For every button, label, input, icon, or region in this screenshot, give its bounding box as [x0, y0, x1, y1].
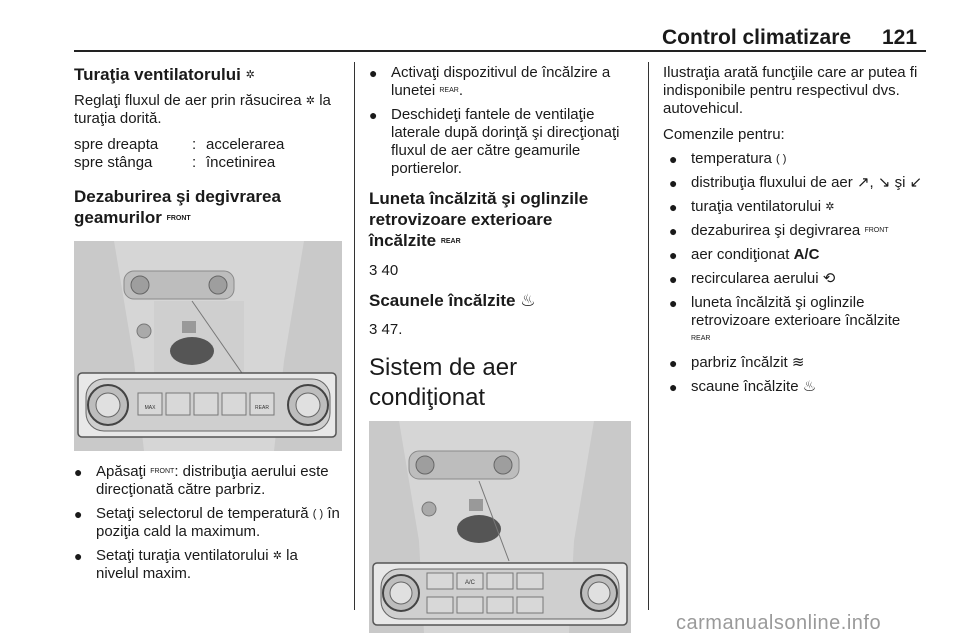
- list-item: ● Deschideţi fantele de ventilaţie laterale după dorinţă şi direcţionaţi fluxul de aer către geamurile portierelor.: [369, 106, 620, 178]
- panel-button-rear: REAR: [255, 405, 269, 412]
- list-item: ● distribuţia fluxului de aer ↗, ↘ şi ↙: [669, 174, 923, 192]
- list-item: ● Setaţi turaţia ventilatorului ✲ la nivelul maxim.: [74, 547, 298, 583]
- fan-speed-heading: Turaţia ventilatorului ✲: [74, 65, 255, 84]
- list-item: ● Setaţi selectorul de temperatură ( ) în poziţia cald la maximum.: [74, 505, 340, 541]
- list-item: ● luneta încălzită şi oglinzile retrovizoare exterioare încălzite REAR: [669, 294, 901, 343]
- air-distribution-icons: ↗, ↘ şi ↙: [856, 174, 923, 192]
- column-3: [663, 64, 929, 402]
- panel-button-ac: A/C: [464, 580, 476, 587]
- page-reference[interactable]: 3 47.: [369, 321, 403, 339]
- fan-icon: ✲: [825, 201, 835, 214]
- page-number: 121: [882, 26, 918, 49]
- heated-seat-icon: ♨: [802, 378, 817, 396]
- list-item: ● turaţia ventilatorului ✲: [669, 198, 835, 216]
- term: spre stânga: [74, 154, 153, 172]
- dashboard-illustration: [74, 241, 342, 451]
- heated-seat-icon: ♨: [520, 291, 536, 311]
- page-reference[interactable]: 3 40: [369, 262, 399, 280]
- fan-direction-table: [74, 136, 342, 172]
- list-item: ● recircularea aerului ⟲: [669, 270, 836, 288]
- column-divider-1: [354, 62, 355, 610]
- list-item: ● dezaburirea şi degivrarea FRONT: [669, 222, 889, 240]
- heated-windscreen-icon: ≋: [791, 354, 805, 372]
- fan-speed-paragraph: Reglaţi fluxul de aer prin răsucirea ✲ la turaţia dorită.: [74, 92, 331, 128]
- column-1: [74, 64, 342, 589]
- list-item: ● temperatura ( ): [669, 150, 787, 167]
- list-item: ● aer condiţionat A/C: [669, 246, 820, 264]
- air-conditioning-heading: Sistem de aer condiţionat: [369, 354, 518, 412]
- temperature-icon: ( ): [776, 153, 787, 166]
- ac-label: A/C: [793, 246, 820, 264]
- temperature-icon: ( ): [312, 508, 324, 521]
- rear-defrost-icon: REAR: [440, 238, 461, 246]
- rear-defrost-icon: REAR: [691, 335, 711, 343]
- panel-button-max: MAX: [144, 405, 156, 412]
- rear-defrost-icon: REAR: [439, 87, 459, 95]
- list-item: ● Apăsaţi FRONT: distribuţia aerului este direcţionată către parbriz.: [74, 463, 329, 499]
- fan-icon: ✲: [272, 550, 282, 563]
- definition: accelerarea: [206, 136, 285, 154]
- climate-panel-photo-2: [369, 421, 631, 633]
- intro-paragraph: Ilustraţia arată funcţiile care ar putea fi indisponibile pentru respectivul dvs. autovehicul.: [663, 64, 918, 117]
- column-2: [369, 64, 635, 633]
- list-item: ● scaune încălzite ♨: [669, 378, 817, 396]
- definition: încetinirea: [206, 154, 276, 172]
- controls-label: Comenzile pentru:: [663, 126, 785, 143]
- header-rule: [74, 50, 926, 52]
- list-item: ● parbriz încălzit ≋: [669, 354, 805, 372]
- heated-rear-heading: Luneta încălzită şi oglinzile retrovizoare exterioare încălzite REAR: [369, 189, 589, 251]
- dashboard-illustration: [369, 421, 631, 633]
- defrost-front-icon: FRONT: [150, 468, 175, 476]
- defrost-front-icon: FRONT: [864, 227, 889, 235]
- climate-panel-photo-1: [74, 241, 342, 451]
- defrost-heading: Dezaburirea şi degivrarea geamurilor FRONT: [74, 187, 281, 228]
- recirculation-icon: ⟲: [822, 270, 836, 288]
- defrost-front-icon: FRONT: [166, 215, 191, 223]
- separator: :: [192, 136, 197, 154]
- watermark: carmanualsonline.info: [676, 612, 882, 634]
- heated-seats-heading: Scaunele încălzite ♨: [369, 291, 536, 311]
- list-item: ● Activaţi dispozitivul de încălzire a lunetei REAR.: [369, 64, 611, 99]
- column-divider-2: [648, 62, 649, 610]
- separator: :: [192, 154, 197, 172]
- term: spre dreapta: [74, 136, 159, 154]
- fan-icon: ✲: [245, 69, 255, 82]
- header-title: Control climatizare: [662, 26, 852, 49]
- fan-icon: ✲: [305, 95, 316, 108]
